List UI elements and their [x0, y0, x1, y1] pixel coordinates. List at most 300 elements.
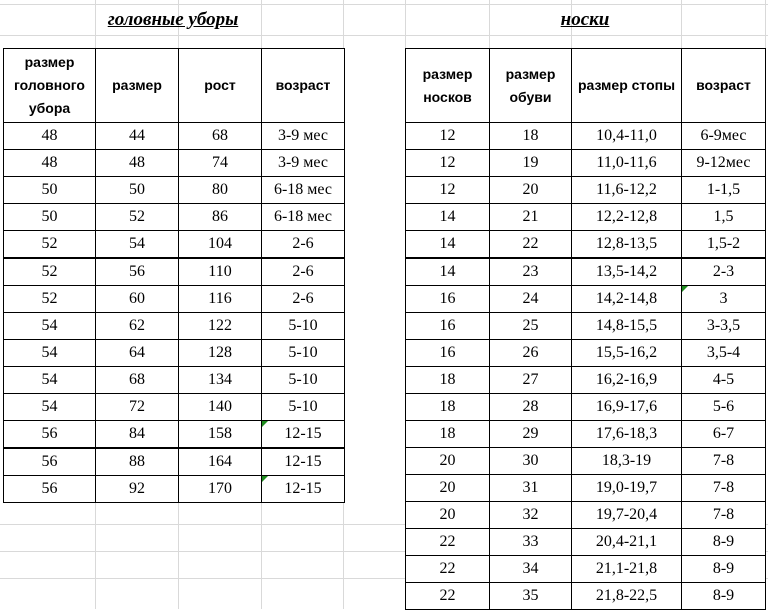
socks-cell[interactable]	[406, 313, 490, 340]
socks-cell[interactable]	[490, 556, 572, 583]
socks-cell[interactable]	[572, 231, 682, 259]
socks-table-row	[406, 556, 766, 583]
socks-cell[interactable]	[572, 367, 682, 394]
socks-cell[interactable]	[406, 475, 490, 502]
hats-cell[interactable]	[179, 258, 262, 286]
hats-cell-text: 5-10	[288, 398, 318, 415]
socks-cell-text: 18	[439, 425, 456, 442]
hats-table-body	[4, 123, 345, 503]
hats-cell-text: 52	[41, 263, 58, 280]
socks-cell-text: 17,6-18,3	[595, 425, 658, 442]
socks-cell[interactable]	[572, 583, 682, 610]
socks-table-row	[406, 529, 766, 556]
socks-cell[interactable]	[682, 448, 766, 475]
hats-table-row	[4, 476, 345, 503]
hats-cell-text: 140	[208, 398, 232, 415]
socks-cell[interactable]	[490, 367, 572, 394]
socks-header-age: возраст	[682, 49, 766, 123]
socks-cell[interactable]	[490, 258, 572, 286]
hats-table-row	[4, 448, 345, 476]
socks-cell[interactable]	[682, 177, 766, 204]
hats-cell-text: 68	[212, 127, 228, 144]
hats-cell[interactable]	[262, 394, 345, 421]
socks-cell-text: 12	[439, 181, 456, 198]
socks-cell[interactable]	[572, 529, 682, 556]
socks-cell-text: 19	[522, 154, 539, 171]
socks-cell-text: 35	[522, 587, 539, 604]
hats-cell[interactable]	[179, 123, 262, 150]
socks-cell-text: 6-7	[712, 425, 735, 442]
socks-cell[interactable]	[490, 286, 572, 313]
hats-table-row	[4, 421, 345, 449]
hats-table	[3, 48, 345, 503]
socks-cell-text: 1,5-2	[706, 235, 741, 252]
socks-cell[interactable]	[682, 529, 766, 556]
socks-cell-text: 10,4-11,0	[596, 127, 657, 144]
socks-cell[interactable]	[572, 394, 682, 421]
socks-cell-text: 28	[522, 398, 539, 415]
socks-cell[interactable]	[682, 286, 766, 313]
socks-cell[interactable]	[572, 123, 682, 150]
socks-cell[interactable]	[572, 502, 682, 529]
socks-cell[interactable]	[490, 204, 572, 231]
socks-cell-text: 16	[439, 317, 456, 334]
hats-cell[interactable]	[4, 367, 96, 394]
hats-cell[interactable]	[96, 177, 179, 204]
socks-cell-text: 16,9-17,6	[595, 398, 658, 415]
cell-comment-marker-icon	[682, 286, 688, 292]
hats-cell-text: 54	[41, 371, 58, 388]
hats-cell-text: 52	[41, 290, 58, 307]
hats-cell[interactable]	[262, 204, 345, 231]
socks-cell[interactable]	[682, 583, 766, 610]
hats-cell[interactable]	[179, 448, 262, 476]
socks-cell[interactable]	[406, 448, 490, 475]
hats-cell-text: 50	[41, 181, 58, 198]
socks-cell-text: 6-9мес	[700, 127, 747, 144]
hats-table-row	[4, 123, 345, 150]
socks-cell[interactable]	[572, 313, 682, 340]
hats-cell-text: 110	[208, 263, 232, 280]
socks-cell[interactable]	[406, 556, 490, 583]
socks-cell[interactable]	[682, 502, 766, 529]
cell-comment-marker-icon	[262, 476, 268, 482]
socks-table-row	[406, 367, 766, 394]
hats-cell[interactable]	[4, 204, 96, 231]
socks-cell-text: 2-3	[712, 263, 735, 280]
hats-cell-text: 170	[208, 480, 232, 497]
hats-cell[interactable]	[4, 313, 96, 340]
socks-cell-text: 33	[522, 533, 539, 550]
socks-header-foot-size: размер стопы	[572, 49, 682, 123]
socks-cell[interactable]	[682, 421, 766, 448]
hats-cell[interactable]	[262, 231, 345, 259]
socks-table-row	[406, 394, 766, 421]
socks-cell-text: 12,8-13,5	[595, 235, 658, 252]
hats-cell[interactable]	[262, 313, 345, 340]
hats-cell-text: 54	[41, 344, 58, 361]
socks-cell[interactable]	[406, 421, 490, 448]
hats-cell-text: 52	[41, 235, 58, 252]
socks-header-shoe-size: размер обуви	[490, 49, 572, 123]
hats-cell[interactable]	[179, 313, 262, 340]
socks-cell[interactable]	[682, 556, 766, 583]
socks-cell[interactable]	[490, 421, 572, 448]
hats-cell-text: 48	[41, 127, 58, 144]
hats-cell[interactable]	[4, 123, 96, 150]
socks-cell[interactable]	[682, 231, 766, 259]
hats-cell-text: 164	[208, 453, 232, 470]
socks-cell-text: 31	[522, 479, 539, 496]
socks-cell[interactable]	[490, 231, 572, 259]
socks-cell-text: 22	[439, 560, 456, 577]
socks-cell-text: 12,2-12,8	[595, 208, 658, 225]
socks-cell[interactable]	[406, 394, 490, 421]
hats-header-size: размер	[96, 49, 179, 123]
socks-cell-text: 25	[522, 317, 539, 334]
socks-cell[interactable]	[572, 177, 682, 204]
hats-cell-text: 86	[212, 208, 228, 225]
hats-cell-text: 2-6	[292, 290, 314, 307]
socks-cell[interactable]	[490, 394, 572, 421]
socks-cell[interactable]	[572, 556, 682, 583]
socks-cell-text: 30	[522, 452, 539, 469]
hats-table-row	[4, 286, 345, 313]
socks-cell-text: 12	[439, 154, 456, 171]
socks-cell-text: 3-3,5	[706, 317, 741, 334]
hats-cell-text: 44	[129, 127, 145, 144]
hats-cell[interactable]	[262, 421, 345, 449]
socks-title: носки	[560, 9, 610, 30]
socks-cell[interactable]	[572, 421, 682, 448]
hats-cell-text: 6-18 мес	[273, 208, 333, 225]
socks-cell[interactable]	[682, 204, 766, 231]
hats-cell[interactable]	[96, 421, 179, 449]
socks-cell-text: 22	[439, 587, 456, 604]
socks-cell-text: 19,0-19,7	[595, 479, 658, 496]
socks-cell[interactable]	[490, 313, 572, 340]
socks-cell-text: 26	[522, 344, 539, 361]
socks-cell[interactable]	[406, 150, 490, 177]
socks-cell[interactable]	[490, 177, 572, 204]
hats-table-row	[4, 204, 345, 231]
hats-cell[interactable]	[4, 231, 96, 259]
socks-cell[interactable]	[406, 286, 490, 313]
socks-cell[interactable]	[406, 583, 490, 610]
hats-cell[interactable]	[179, 394, 262, 421]
socks-table-body	[406, 123, 766, 610]
hats-cell-text: 60	[129, 290, 145, 307]
socks-cell-text: 34	[522, 560, 539, 577]
hats-cell[interactable]	[96, 150, 179, 177]
socks-table-row	[406, 204, 766, 231]
socks-cell[interactable]	[572, 286, 682, 313]
socks-cell-text: 24	[522, 290, 539, 307]
hats-title: головные уборы	[107, 9, 239, 30]
hats-cell[interactable]	[4, 394, 96, 421]
hats-cell-text: 48	[129, 154, 145, 171]
hats-cell[interactable]	[96, 340, 179, 367]
socks-cell-text: 13,5-14,2	[595, 263, 658, 280]
socks-cell-text: 5-6	[712, 398, 735, 415]
cell-comment-marker-icon	[262, 421, 268, 427]
hats-cell-text: 54	[41, 398, 58, 415]
socks-cell-text: 3,5-4	[706, 344, 741, 361]
socks-cell[interactable]	[572, 258, 682, 286]
socks-cell-text: 18	[522, 127, 539, 144]
hats-cell[interactable]	[4, 421, 96, 449]
socks-table-row	[406, 313, 766, 340]
socks-cell[interactable]	[406, 177, 490, 204]
hats-cell-text: 3-9 мес	[277, 154, 329, 171]
hats-cell[interactable]	[262, 367, 345, 394]
hats-cell[interactable]	[4, 448, 96, 476]
socks-table-row	[406, 340, 766, 367]
socks-cell[interactable]	[572, 340, 682, 367]
hats-cell[interactable]	[96, 204, 179, 231]
socks-table-row	[406, 123, 766, 150]
socks-cell-text: 20	[439, 506, 456, 523]
socks-cell-text: 8-9	[712, 587, 735, 604]
hats-cell-text: 5-10	[288, 317, 318, 334]
socks-cell-text: 12	[439, 127, 456, 144]
socks-cell[interactable]	[682, 123, 766, 150]
hats-cell[interactable]	[96, 367, 179, 394]
socks-cell-text: 20,4-21,1	[595, 533, 658, 550]
socks-cell[interactable]	[406, 502, 490, 529]
hats-cell[interactable]	[262, 150, 345, 177]
hats-cell[interactable]	[179, 340, 262, 367]
hats-cell[interactable]	[179, 150, 262, 177]
socks-cell-text: 14,8-15,5	[595, 317, 658, 334]
hats-header-height: рост	[179, 49, 262, 123]
socks-cell-text: 21,1-21,8	[595, 560, 658, 577]
hats-cell[interactable]	[262, 476, 345, 503]
hats-cell-text: 2-6	[292, 263, 314, 280]
socks-table-row	[406, 286, 766, 313]
socks-cell-text: 16,2-16,9	[595, 371, 658, 388]
hats-table-row	[4, 177, 345, 204]
socks-cell-text: 7-8	[712, 506, 735, 523]
socks-cell-text: 20	[439, 479, 456, 496]
hats-cell[interactable]	[179, 421, 262, 449]
socks-cell-text: 18,3-19	[601, 452, 652, 469]
socks-cell-text: 16	[439, 344, 456, 361]
socks-cell-text: 7-8	[712, 452, 735, 469]
socks-table-row	[406, 475, 766, 502]
hats-cell[interactable]	[179, 204, 262, 231]
socks-cell-text: 8-9	[712, 533, 735, 550]
hats-cell-text: 52	[129, 208, 145, 225]
hats-cell[interactable]	[262, 258, 345, 286]
hats-cell-text: 56	[41, 425, 58, 442]
hats-cell-text: 84	[129, 425, 145, 442]
hats-cell-text: 5-10	[288, 344, 318, 361]
socks-cell-text: 1-1,5	[706, 181, 741, 198]
socks-cell-text: 11,6-12,2	[596, 181, 657, 198]
hats-cell-text: 56	[41, 480, 58, 497]
hats-cell-text: 72	[129, 398, 145, 415]
hats-cell-text: 158	[208, 425, 232, 442]
hats-cell[interactable]	[179, 367, 262, 394]
hats-cell[interactable]	[4, 150, 96, 177]
socks-cell[interactable]	[406, 123, 490, 150]
hats-table-row	[4, 367, 345, 394]
socks-table-row	[406, 421, 766, 448]
hats-cell[interactable]	[262, 448, 345, 476]
socks-cell-text: 21	[522, 208, 539, 225]
socks-cell[interactable]	[406, 204, 490, 231]
hats-cell-text: 50	[41, 208, 58, 225]
socks-cell-text: 32	[522, 506, 539, 523]
socks-cell-text: 23	[522, 263, 539, 280]
socks-cell-text: 14	[439, 263, 456, 280]
hats-cell[interactable]	[179, 231, 262, 259]
hats-table-row	[4, 313, 345, 340]
socks-cell-text: 21,8-22,5	[595, 587, 658, 604]
hats-cell-text: 56	[41, 453, 58, 470]
socks-table-row	[406, 502, 766, 529]
hats-table-row	[4, 231, 345, 259]
socks-cell-text: 8-9	[712, 560, 735, 577]
hats-header-head-size: размер головного убора	[4, 49, 96, 123]
hats-cell-text: 116	[208, 290, 232, 307]
socks-cell[interactable]	[490, 583, 572, 610]
socks-cell-text: 22	[522, 235, 539, 252]
socks-cell-text: 1,5	[713, 208, 734, 225]
hats-cell-text: 3-9 мес	[277, 127, 329, 144]
hats-cell-text: 56	[129, 263, 145, 280]
socks-table-row	[406, 583, 766, 610]
hats-cell[interactable]	[4, 340, 96, 367]
hats-cell-text: 5-10	[288, 371, 318, 388]
hats-cell[interactable]	[4, 177, 96, 204]
socks-cell[interactable]	[490, 150, 572, 177]
socks-header-sock-size: размер носков	[406, 49, 490, 123]
socks-cell[interactable]	[682, 367, 766, 394]
socks-cell[interactable]	[682, 394, 766, 421]
socks-cell[interactable]	[490, 340, 572, 367]
socks-cell[interactable]	[490, 123, 572, 150]
hats-cell[interactable]	[179, 177, 262, 204]
socks-cell[interactable]	[490, 475, 572, 502]
hats-cell-text: 12-15	[284, 480, 322, 497]
hats-cell-text: 68	[129, 371, 145, 388]
socks-table-row	[406, 177, 766, 204]
socks-cell-text: 29	[522, 425, 539, 442]
hats-cell-text: 54	[41, 317, 58, 334]
hats-cell[interactable]	[262, 177, 345, 204]
socks-cell[interactable]	[490, 502, 572, 529]
hats-cell-text: 64	[129, 344, 145, 361]
hats-cell[interactable]	[262, 123, 345, 150]
hats-cell-text: 92	[129, 480, 145, 497]
hats-cell-text: 88	[129, 453, 145, 470]
socks-cell[interactable]	[682, 150, 766, 177]
socks-cell[interactable]	[406, 340, 490, 367]
hats-cell[interactable]	[96, 231, 179, 259]
hats-cell-text: 74	[212, 154, 228, 171]
socks-cell-text: 4-5	[712, 371, 735, 388]
socks-cell[interactable]	[682, 313, 766, 340]
socks-cell[interactable]	[682, 475, 766, 502]
socks-table-row	[406, 231, 766, 259]
hats-cell-text: 6-18 мес	[273, 181, 333, 198]
socks-cell[interactable]	[572, 448, 682, 475]
socks-cell-text: 22	[439, 533, 456, 550]
hats-cell-text: 48	[41, 154, 58, 171]
hats-cell-text: 128	[208, 344, 232, 361]
hats-cell[interactable]	[179, 286, 262, 313]
socks-cell-text: 14,2-14,8	[595, 290, 658, 307]
socks-cell[interactable]	[406, 231, 490, 259]
socks-cell[interactable]	[682, 340, 766, 367]
hats-cell[interactable]	[96, 286, 179, 313]
hats-cell[interactable]	[179, 476, 262, 503]
socks-cell[interactable]	[406, 258, 490, 286]
hats-cell[interactable]	[4, 286, 96, 313]
hats-cell-text: 50	[129, 181, 145, 198]
socks-cell[interactable]	[490, 448, 572, 475]
socks-cell-text: 14	[439, 235, 456, 252]
socks-cell-text: 19,7-20,4	[595, 506, 658, 523]
socks-cell-text: 15,5-16,2	[595, 344, 658, 361]
socks-cell-text: 20	[439, 452, 456, 469]
hats-cell-text: 12-15	[284, 425, 322, 442]
hats-cell[interactable]	[4, 258, 96, 286]
hats-cell[interactable]	[96, 258, 179, 286]
hats-cell[interactable]	[96, 394, 179, 421]
socks-cell-text: 18	[439, 398, 456, 415]
socks-cell-text: 27	[522, 371, 539, 388]
hats-cell-text: 12-15	[284, 453, 322, 470]
socks-cell[interactable]	[406, 367, 490, 394]
socks-cell[interactable]	[406, 529, 490, 556]
socks-cell[interactable]	[572, 150, 682, 177]
hats-cell[interactable]	[262, 340, 345, 367]
hats-cell-text: 122	[208, 317, 232, 334]
hats-cell-text: 54	[129, 235, 145, 252]
hats-cell[interactable]	[96, 448, 179, 476]
socks-cell[interactable]	[572, 204, 682, 231]
hats-cell[interactable]	[262, 286, 345, 313]
hats-cell-text: 134	[208, 371, 232, 388]
socks-cell-text: 7-8	[712, 479, 735, 496]
socks-table-row	[406, 150, 766, 177]
hats-cell-text: 80	[212, 181, 228, 198]
socks-cell-text: 11,0-11,6	[596, 154, 657, 171]
socks-cell[interactable]	[490, 529, 572, 556]
hats-table-row	[4, 340, 345, 367]
socks-cell[interactable]	[572, 475, 682, 502]
socks-cell-text: 16	[439, 290, 456, 307]
hats-header-age: возраст	[262, 49, 345, 123]
hats-cell[interactable]	[96, 123, 179, 150]
socks-cell-text: 20	[522, 181, 539, 198]
socks-cell-text: 9-12мес	[696, 154, 751, 171]
hats-cell-text: 62	[129, 317, 145, 334]
socks-table-row	[406, 258, 766, 286]
socks-cell-text: 3	[719, 290, 728, 307]
hats-table-row	[4, 394, 345, 421]
socks-cell[interactable]	[682, 258, 766, 286]
socks-cell-text: 14	[439, 208, 456, 225]
socks-table	[405, 48, 766, 610]
hats-cell[interactable]	[4, 476, 96, 503]
hats-cell[interactable]	[96, 476, 179, 503]
socks-cell-text: 18	[439, 371, 456, 388]
hats-cell[interactable]	[96, 313, 179, 340]
